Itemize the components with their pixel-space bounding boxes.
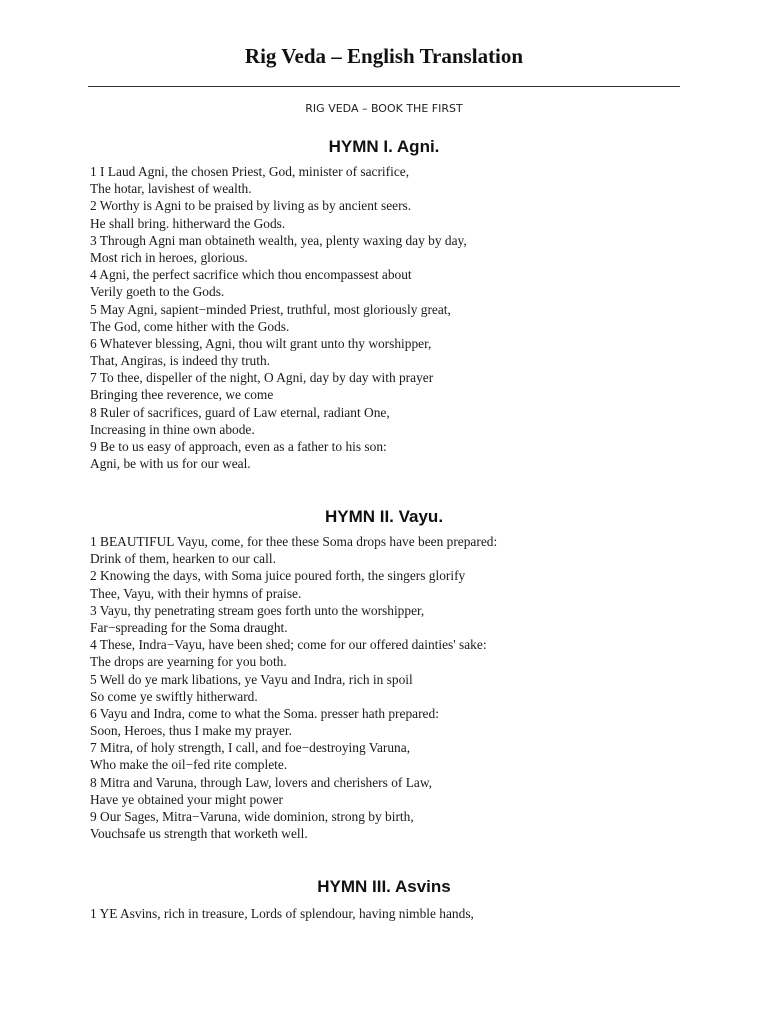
verse-line: 3 Through Agni man obtaineth wealth, yea, plenty waxing day by day, [90,232,467,248]
title-divider [88,86,680,87]
verse-line: Most rich in heroes, glorious. [90,249,248,265]
verse-line: The drops are yearning for you both. [90,654,287,670]
verse-line: 2 Worthy is Agni to be praised by living as by ancient seers. [90,198,412,214]
verse-line: 6 Whatever blessing, Agni, thou wilt grant unto thy worshipper, [90,335,432,351]
hymn-verses [90,163,690,472]
verse-line: 1 BEAUTIFUL Vayu, come, for thee these Soma drops have been prepared: [90,534,498,549]
verse-line: 1 YE Asvins, rich in treasure, Lords of splendour, having nimble hands, [90,906,474,921]
hymn-verses [90,533,690,842]
verse-line: 8 Mitra and Varuna, through Law, lovers and cherishers of Law, [90,774,432,790]
verse-line: Agni, be with us for our weal. [90,456,251,472]
hymn-title: HYMN II. Vayu. [324,507,444,526]
verse-line: 7 Mitra, of holy strength, I call, and foe−destroying Varuna, [90,740,411,756]
verse-line: Who make the oil−fed rite complete. [90,757,288,773]
verse-line: 6 Vayu and Indra, come to what the Soma. presser hath prepared: [90,705,439,721]
hymn-title: HYMN I. Agni. [328,137,440,156]
verse-line: 2 Knowing the days, with Soma juice poured forth, the singers glorify [90,568,466,584]
book-heading: RIG VEDA – BOOK THE FIRST [305,102,463,115]
document-title: Rig Veda – English Translation [244,44,524,68]
verse-line: 5 May Agni, sapient−minded Priest, truthful, most gloriously great, [90,301,451,317]
verse-line: He shall bring. hitherward the Gods. [90,215,286,231]
verse-line: Thee, Vayu, with their hymns of praise. [90,585,302,601]
verse-line: Far−spreading for the Soma draught. [90,619,288,635]
verse-line: 3 Vayu, thy penetrating stream goes forth unto the worshipper, [90,602,425,618]
verse-line: The God, come hither with the Gods. [90,318,290,334]
verse-line: 4 Agni, the perfect sacrifice which thou encompassest about [90,267,412,283]
hymn-verses [90,905,690,922]
verse-line: 4 These, Indra−Vayu, have been shed; come for our offered dainties' sake: [90,637,487,653]
verse-line: Have ye obtained your might power [90,791,283,807]
verse-line: 9 Be to us easy of approach, even as a father to his son: [90,439,387,454]
verse-line: Soon, Heroes, thus I make my prayer. [90,723,292,739]
verse-line: Verily goeth to the Gods. [90,284,225,300]
hymn-title: HYMN III. Asvins [317,877,451,896]
verse-line: 7 To thee, dispeller of the night, O Agni, day by day with prayer [90,370,434,386]
verse-line: Vouchsafe us strength that worketh well. [90,826,308,842]
verse-line: 9 Our Sages, Mitra−Varuna, wide dominion, strong by birth, [90,809,414,824]
verse-line: 5 Well do ye mark libations, ye Vayu and Indra, rich in spoil [90,671,413,687]
verse-line: Drink of them, hearken to our call. [90,551,276,567]
verse-line: Bringing thee reverence, we come [90,387,274,403]
verse-line: The hotar, lavishest of wealth. [90,181,252,197]
verse-line: That, Angiras, is indeed thy truth. [90,353,271,369]
verse-line: 8 Ruler of sacrifices, guard of Law eternal, radiant One, [90,404,390,420]
verse-line: So come ye swiftly hitherward. [90,688,258,704]
verse-line: 1 I Laud Agni, the chosen Priest, God, minister of sacrifice, [90,164,410,179]
verse-line: Increasing in thine own abode. [90,421,255,437]
